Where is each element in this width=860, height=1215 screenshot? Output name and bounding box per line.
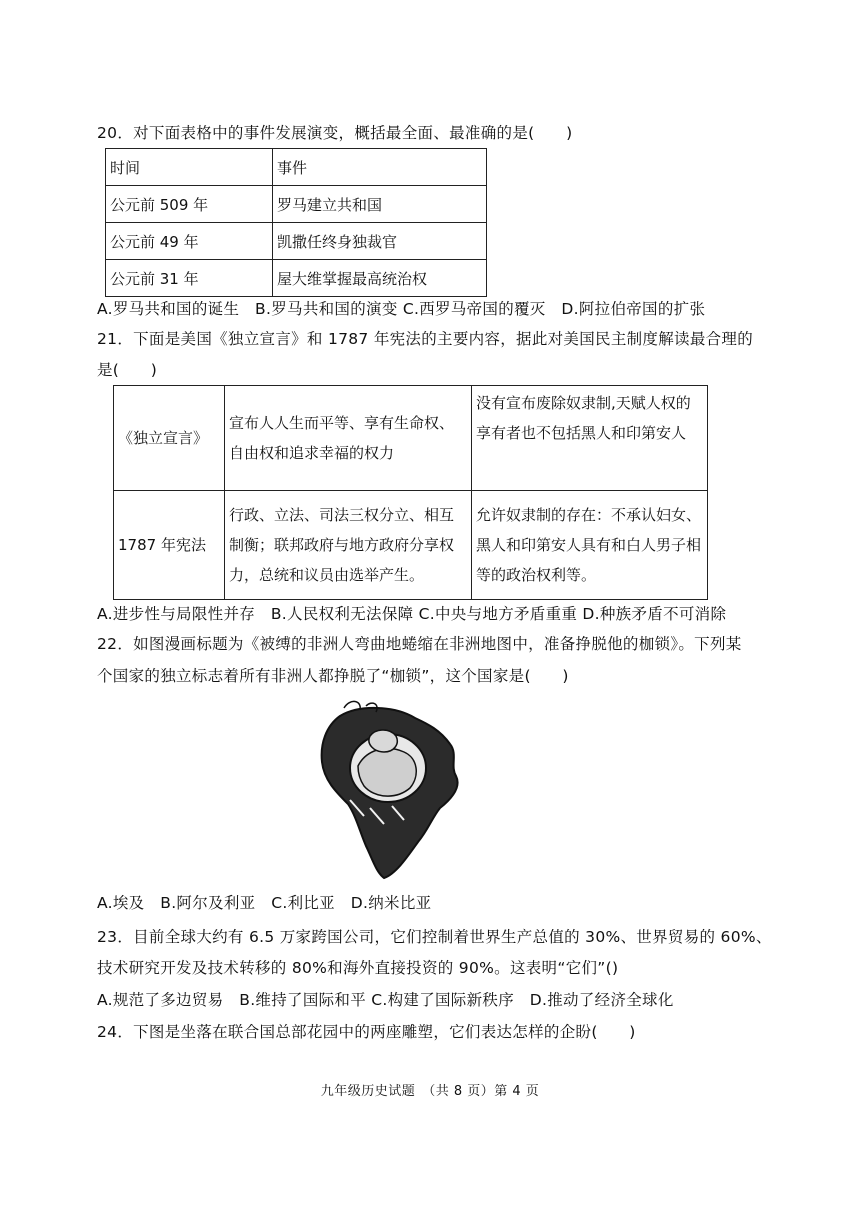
q23-stem: 23．目前全球大约有 6.5 万家跨国公司，它们控制着世界生产总值的 30%、世界贸易的 60%、 [97, 928, 772, 946]
table-row [114, 386, 708, 491]
table-cell: 允许奴隶制的存在：不承认妇女、黑人和印第安人具有和白人男子相等的政治权利等。 [472, 491, 708, 600]
table-header-row [106, 149, 487, 186]
q20-stem: 20．对下面表格中的事件发展演变，概括最全面、最准确的是( ) [97, 124, 573, 142]
q20-table [105, 148, 487, 297]
q21-stem-continued: 是( ) [97, 361, 158, 379]
figure-head [369, 730, 397, 752]
table-cell: 1787 年宪法 [114, 491, 225, 600]
table-cell: 《独立宣言》 [114, 386, 225, 491]
figure-limbs [358, 748, 416, 796]
q22-stem: 22．如图漫画标题为《被缚的非洲人弯曲地蜷缩在非洲地图中，准备挣脱他的枷锁》。下列某 [97, 635, 742, 653]
table-row [114, 491, 708, 600]
table-row [106, 186, 487, 223]
q23-options: A.规范了多边贸易 B.维持了国际和平 C.构建了国际新秩序 D.推动了经济全球化 [97, 991, 674, 1009]
q23-stem-continued: 技术研究开发及技术转移的 80%和海外直接投资的 90%。这表明“它们”() [97, 959, 619, 977]
table-header-cell: 事件 [273, 149, 487, 186]
table-cell: 行政、立法、司法三权分立、相互制衡；联邦政府与地方政府分享权力，总统和议员由选举产生。 [225, 491, 472, 600]
q21-stem: 21．下面是美国《独立宣言》和 1787 年宪法的主要内容，据此对美国民主制度解读最合理的 [97, 330, 754, 348]
q22-options: A.埃及 B.阿尔及利亚 C.利比亚 D.纳米比亚 [97, 894, 432, 912]
table-header-cell: 时间 [106, 149, 273, 186]
table-cell: 宣布人人生而平等、享有生命权、自由权和追求幸福的权力 [225, 386, 472, 491]
table-cell: 罗马建立共和国 [273, 186, 487, 223]
africa-cartoon-image [300, 696, 470, 886]
table-cell: 屋大维掌握最高统治权 [273, 260, 487, 297]
page-footer: 九年级历史试题 （共 8 页）第 4 页 [320, 1084, 540, 1099]
table-cell: 公元前 49 年 [106, 223, 273, 260]
table-cell: 公元前 509 年 [106, 186, 273, 223]
q21-options: A.进步性与局限性并存 B.人民权利无法保障 C.中央与地方矛盾重重 D.种族矛盾不可消除 [97, 605, 727, 623]
q21-table [113, 385, 708, 600]
table-row [106, 260, 487, 297]
q24-stem: 24．下图是坐落在联合国总部花园中的两座雕塑，它们表达怎样的企盼( ) [97, 1023, 636, 1041]
table-cell: 没有宣布废除奴隶制,天赋人权的享有者也不包括黑人和印第安人 [472, 386, 708, 491]
table-cell: 公元前 31 年 [106, 260, 273, 297]
q20-options: A.罗马共和国的诞生 B.罗马共和国的演变 C.西罗马帝国的覆灭 D.阿拉伯帝国的扩张 [97, 300, 706, 318]
q22-stem-continued: 个国家的独立标志着所有非洲人都挣脱了“枷锁”，这个国家是( ) [97, 667, 569, 685]
table-cell: 凯撒任终身独裁官 [273, 223, 487, 260]
table-row [106, 223, 487, 260]
